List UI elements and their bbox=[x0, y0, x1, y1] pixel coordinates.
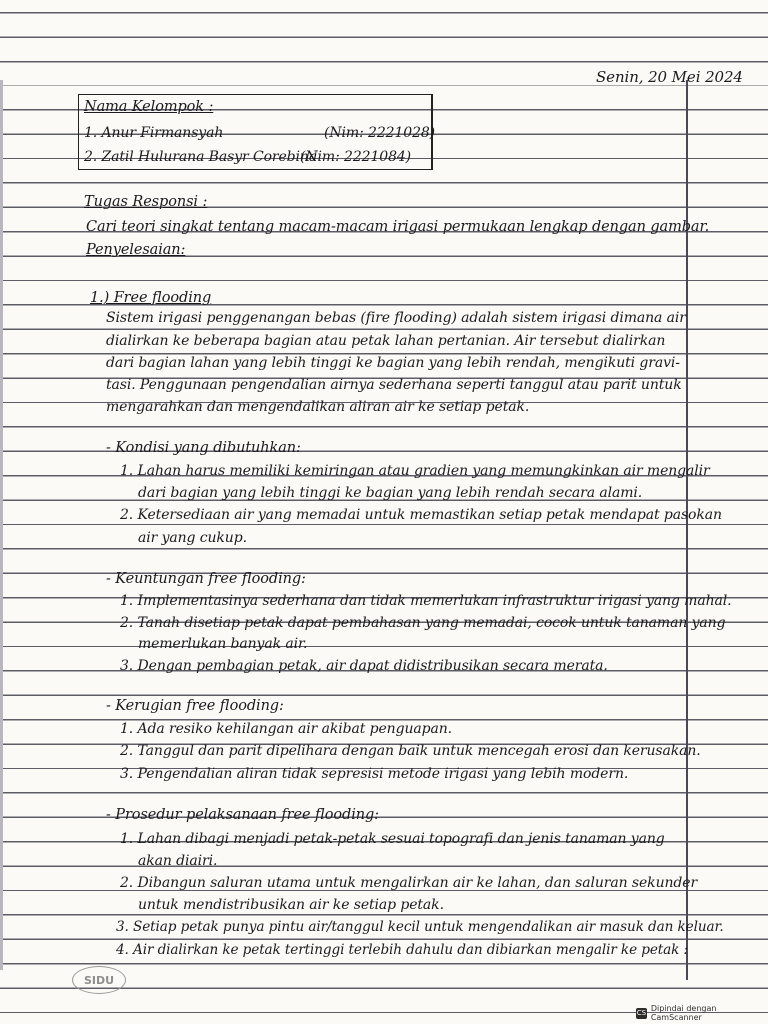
list-item: 3. Pengendalian aliran tidak sepresisi metode irigasi yang lebih modern. bbox=[120, 766, 629, 782]
list-item: 1. Lahan dibagi menjadi petak-petak sesuai topografi dan jenis tanaman yang bbox=[120, 831, 665, 847]
prosedur-heading: - Prosedur pelaksanaan free flooding: bbox=[106, 807, 379, 823]
section-heading: 1.) Free flooding bbox=[90, 290, 212, 306]
member-nim: (Nim: 2221084) bbox=[300, 149, 412, 165]
list-item: 2. Tanah disetiap petak dapat pembahasan yang memadai, cocok untuk tanaman yang bbox=[120, 615, 726, 631]
paragraph-line: tasi. Penggunaan pengendalian airnya sederhana seperti tanggul atau parit untuk bbox=[106, 377, 682, 393]
list-item: 2. Dibangun saluran utama untuk mengalirkan air ke lahan, dan saluran sekunder bbox=[120, 875, 698, 891]
list-item-continuation: memerlukan banyak air. bbox=[138, 636, 308, 652]
solution-label: Penyelesaian: bbox=[86, 242, 186, 258]
margin-line bbox=[686, 80, 688, 980]
date: Senin, 20 Mei 2024 bbox=[596, 68, 743, 86]
kondisi-heading: - Kondisi yang dibutuhkan: bbox=[106, 440, 301, 456]
scanner-text: Dipindai dengan CamScanner bbox=[650, 1004, 717, 1022]
logo-text: SIDU bbox=[83, 973, 115, 987]
list-item: 2. Ketersediaan air yang memadai untuk memastikan setiap petak mendapat pasokan bbox=[120, 507, 722, 523]
task-text: Cari teori singkat tentang macam-macam irigasi permukaan lengkap dengan gambar. bbox=[86, 219, 710, 235]
keuntungan-heading: - Keuntungan free flooding: bbox=[106, 571, 306, 587]
paragraph-line: dari bagian lahan yang lebih tinggi ke bagian yang lebih rendah, mengikuti gravi- bbox=[106, 355, 680, 371]
camscanner-icon: CS bbox=[636, 1009, 647, 1017]
paper-brand-logo bbox=[72, 966, 126, 994]
list-item: 3. Dengan pembagian petak, air dapat didistribusikan secara merata. bbox=[120, 658, 608, 674]
paragraph-line: mengarahkan dan mengendalikan aliran air ke setiap petak. bbox=[106, 399, 530, 415]
list-item: 1. Ada resiko kehilangan air akibat penguapan. bbox=[120, 721, 452, 737]
list-item: 1. Implementasinya sederhana dan tidak memerlukan infrastruktur irigasi yang mahal. bbox=[120, 593, 732, 609]
list-item-continuation: dari bagian yang lebih tinggi ke bagian yang lebih rendah secara alami. bbox=[138, 485, 643, 501]
list-item: 1. Lahan harus memiliki kemiringan atau gradien yang memungkinkan air mengalir bbox=[120, 463, 710, 479]
list-item: 4. Air dialirkan ke petak tertinggi terlebih dahulu dan dibiarkan mengalir ke petak : bbox=[116, 942, 688, 958]
member-name: 2. Zatil Hulurana Basyr Corebina bbox=[84, 149, 318, 165]
paper-edge bbox=[0, 80, 3, 970]
paragraph-line: dialirkan ke beberapa bagian atau petak lahan pertanian. Air tersebut dialirkan bbox=[106, 333, 666, 349]
task-title: Tugas Responsi : bbox=[84, 194, 208, 210]
list-item-continuation: air yang cukup. bbox=[138, 530, 247, 546]
group-title: Nama Kelompok : bbox=[84, 99, 214, 115]
list-item: 2. Tanggul dan parit dipelihara dengan baik untuk mencegah erosi dan kerusakan. bbox=[120, 743, 701, 759]
scanner-watermark bbox=[636, 1006, 768, 1020]
list-item: 3. Setiap petak punya pintu air/tanggul kecil untuk mengendalikan air masuk dan keluar. bbox=[116, 919, 724, 935]
list-item-continuation: untuk mendistribusikan air ke setiap petak. bbox=[138, 897, 444, 913]
kerugian-heading: - Kerugian free flooding: bbox=[106, 698, 284, 714]
list-item-continuation: akan diairi. bbox=[138, 853, 218, 869]
member-name: 1. Anur Firmansyah bbox=[84, 125, 224, 141]
paragraph-line: Sistem irigasi penggenangan bebas (fire flooding) adalah sistem irigasi dimana air bbox=[106, 310, 686, 326]
member-nim: (Nim: 2221028) bbox=[324, 125, 436, 141]
